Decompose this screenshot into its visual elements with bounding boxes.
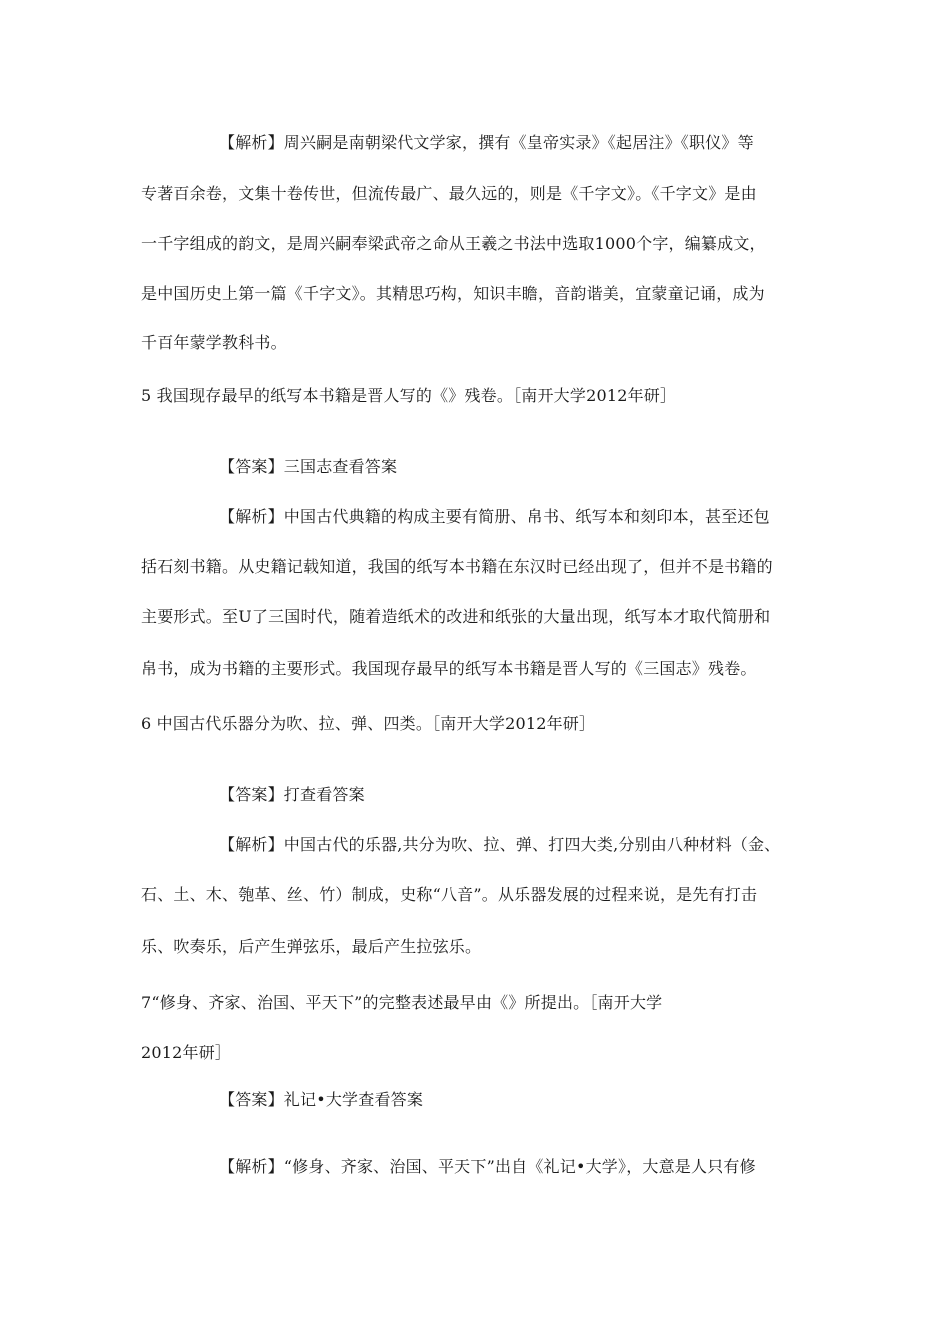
q6-analysis-line-2: 石、土、木、匏革、丝、竹）制成，史称“八音”。从乐器发展的过程来说，是先有打击	[141, 885, 758, 904]
q5-analysis-line-1: 【解析】中国古代典籍的构成主要有简册、帛书、纸写本和刻印本，甚至还包	[219, 507, 770, 526]
q4-analysis-line-4: 是中国历史上第一篇《千字文》。其精思巧构，知识丰瞻，音韵谐美，宜蒙童记诵，成为	[141, 284, 765, 303]
q5-analysis-line-4: 帛书，成为书籍的主要形式。我国现存最早的纸写本书籍是晋人写的《三国志》残卷。	[141, 659, 757, 678]
q5-analysis-line-3: 主要形式。至U了三国时代，随着造纸术的改进和纸张的大量出现，纸写本才取代简册和	[141, 607, 771, 626]
q5-analysis-line-2: 括石刻书籍。从史籍记载知道，我国的纸写本书籍在东汉时已经出现了，但并不是书籍的	[141, 557, 773, 576]
q5-question: 5 我国现存最早的纸写本书籍是晋人写的《》残卷。［南开大学2012年研］	[141, 386, 677, 405]
q5-answer: 【答案】三国志查看答案	[219, 457, 398, 476]
q7-question-line-1: 7“修身、齐家、治国、平天下”的完整表述最早由《》所提出。［南开大学	[141, 993, 663, 1012]
q4-analysis-line-3: 一千字组成的韵文，是周兴嗣奉梁武帝之命从王羲之书法中选取1000个字，编纂成文，	[141, 234, 766, 253]
q6-analysis-line-3: 乐、吹奏乐，后产生弹弦乐，最后产生拉弦乐。	[141, 937, 482, 956]
q7-answer: 【答案】礼记•大学查看答案	[219, 1090, 424, 1109]
q4-analysis-line-5: 千百年蒙学教科书。	[141, 333, 287, 352]
q6-question: 6 中国古代乐器分为吹、拉、弹、四类。［南开大学2012年研］	[141, 714, 596, 733]
q4-analysis-line-2: 专著百余卷，文集十卷传世，但流传最广、最久远的，则是《千字文》。《千字文》是由	[141, 184, 757, 203]
q6-answer: 【答案】打查看答案	[219, 785, 365, 804]
q7-analysis-line-1: 【解析】“修身、齐家、治国、平天下”出自《礼记•大学》，大意是人只有修	[219, 1157, 756, 1176]
q6-analysis-line-1: 【解析】中国古代的乐器,共分为吹、拉、弹、打四大类,分别由八种材料（金、	[219, 835, 781, 854]
q7-question-line-2: 2012年研］	[141, 1043, 232, 1062]
q4-analysis-line-1: 【解析】周兴嗣是南朝梁代文学家，撰有《皇帝实录》《起居注》《职仪》等	[219, 133, 754, 152]
